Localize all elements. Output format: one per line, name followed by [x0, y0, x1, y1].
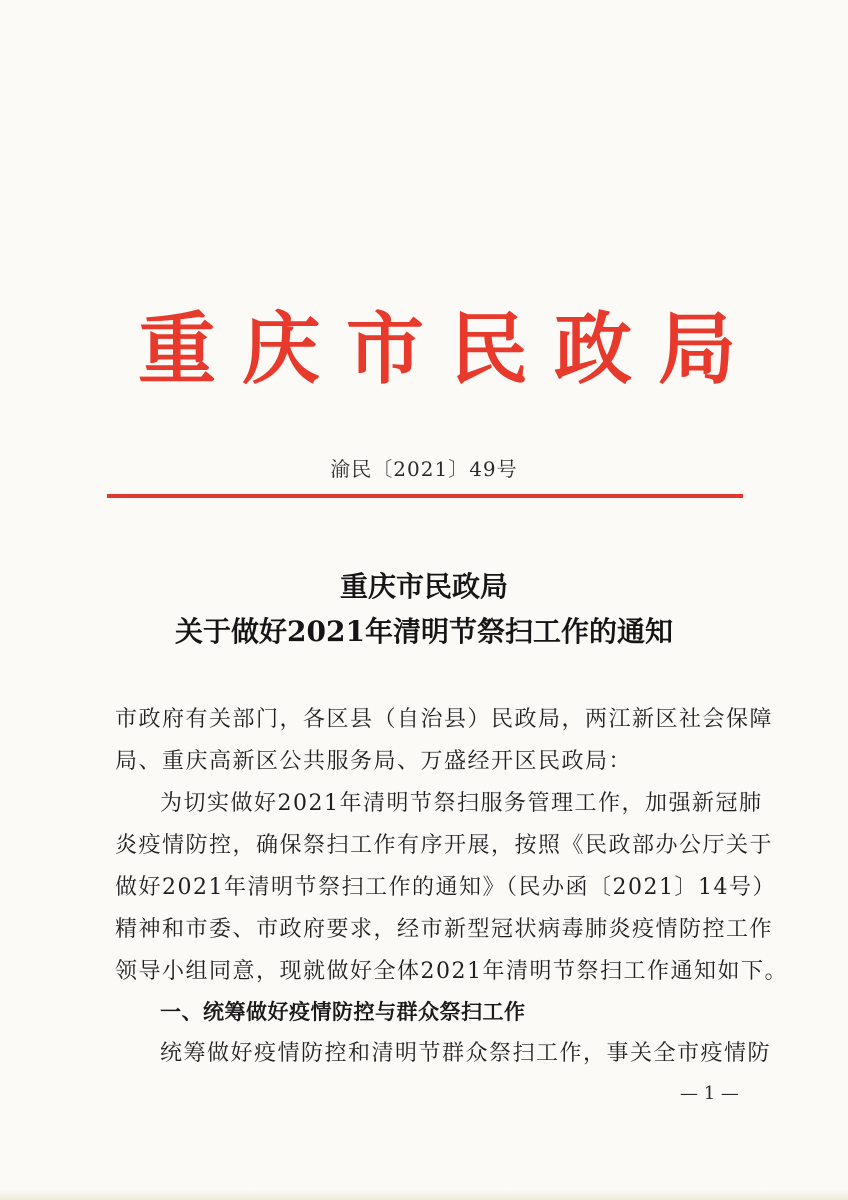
addressee-line-1: 市政府有关部门，各区县（自治县）民政局，两江新区社会保障 — [115, 707, 774, 732]
paragraph-1-line-2: 炎疫情防控，确保祭扫工作有序开展，按照《民政部办公厅关于 — [115, 833, 774, 858]
addressee-line-2: 局、重庆高新区公共服务局、万盛经开区民政局： — [115, 749, 633, 774]
paragraph-1-line-5: 领导小组同意，现就做好全体2021年清明节祭扫工作通知如下。 — [115, 959, 788, 984]
paragraph-1-line-4: 精神和市委、市政府要求，经市新型冠状病毒肺炎疫情防控工作 — [115, 917, 774, 942]
paragraph-2-line-1: 统筹做好疫情防控和清明节群众祭扫工作，事关全市疫情防 — [160, 1041, 772, 1066]
scan-bottom-edge — [0, 1190, 848, 1200]
agency-header: 重庆市民政局 — [137, 304, 762, 395]
section-1-heading: 一、统筹做好疫情防控与群众祭扫工作 — [160, 1000, 526, 1024]
document-title-line-1: 重庆市民政局 — [339, 570, 508, 603]
red-separator-line — [107, 494, 743, 498]
paragraph-1-line-1: 为切实做好2021年清明节祭扫服务管理工作，加强新冠肺 — [160, 791, 763, 816]
page-number: — 1 — — [680, 1083, 739, 1104]
document-number: 渝民〔2021〕49号 — [330, 457, 518, 481]
paragraph-1-line-3: 做好2021年清明节祭扫工作的通知》（民办函〔2021〕14号） — [115, 875, 776, 900]
document-title-line-2: 关于做好2021年清明节祭扫工作的通知 — [175, 615, 673, 648]
